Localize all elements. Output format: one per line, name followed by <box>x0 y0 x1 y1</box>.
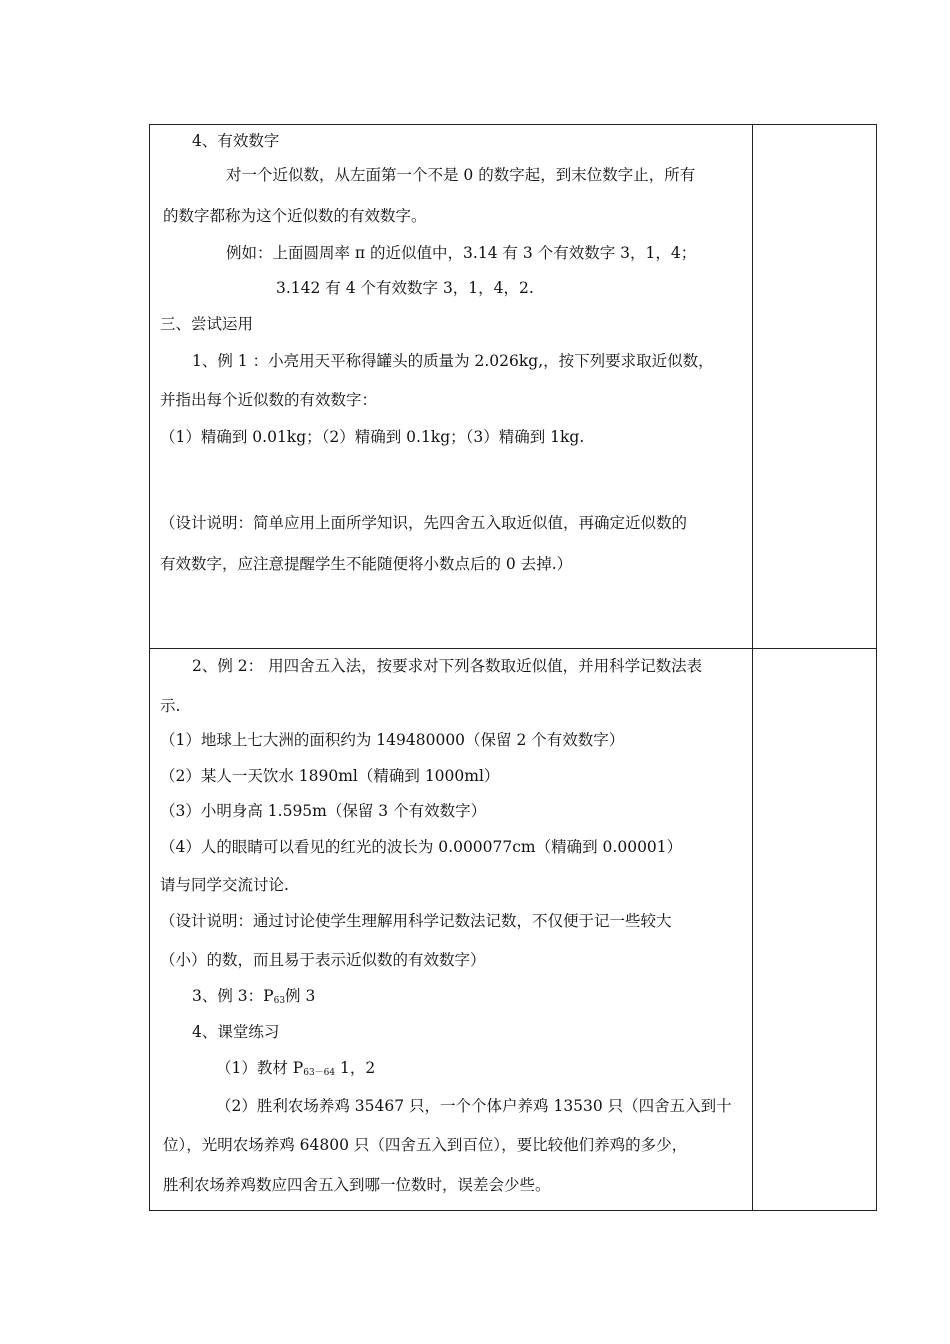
practice2-line-3: 胜利农场养鸡数应四舍五入到哪一位数时，误差会少些。 <box>163 1176 551 1194</box>
example3-suffix: 例 3 <box>285 987 316 1005</box>
example1-line-2: 并指出每个近似数的有效数字： <box>160 391 378 409</box>
example1-line-1: 1、例 1 ：小亮用天平称得罐头的质量为 2.026kg,，按下列要求取近似数， <box>192 352 714 370</box>
design-note2-line-1: （设计说明：通过讨论使学生理解用科学记数法记数，不仅便于记一些较大 <box>160 912 672 930</box>
example3-prefix: 3、例 3：P <box>192 987 274 1005</box>
practice2-line-2: 位），光明农场养鸡 64800 只（四舍五入到百位），要比较他们养鸡的多少， <box>163 1136 688 1154</box>
example2-item-4: （4）人的眼睛可以看见的红光的波长为 0.000077cm（精确到 0.00001） <box>160 838 683 856</box>
practice1-line <box>216 1058 375 1083</box>
example2-item-2: （2）某人一天饮水 1890ml（精确到 1000ml） <box>160 767 500 785</box>
heading-significant-figures: 4、有效数字 <box>192 132 280 150</box>
example-line-1: 例如：上面圆周率 π 的近似值中，3.14 有 3 个有效数字 3，1，4； <box>226 244 697 262</box>
practice2-line-1: （2）胜利农场养鸡 35467 只，一个个体户养鸡 13530 只（四舍五入到十 <box>216 1097 732 1115</box>
practice1-prefix: （1）教材 P <box>216 1059 304 1077</box>
example2-item-1: （1）地球上七大洲的面积约为 149480000（保留 2 个有效数字） <box>160 731 625 749</box>
practice-title: 4、课堂练习 <box>192 1023 280 1041</box>
section-title: 三、尝试运用 <box>160 315 254 333</box>
example2-item-3: （3）小明身高 1.595m（保留 3 个有效数字） <box>160 802 487 820</box>
example2-line-2: 示. <box>160 697 181 715</box>
example1-line-3: （1）精确到 0.01kg；（2）精确到 0.1kg；（3）精确到 1kg. <box>160 428 585 446</box>
definition-line-1: 对一个近似数，从左面第一个不是 0 的数字起，到末位数字止，所有 <box>226 166 696 184</box>
design-note1-line-2: 有效数字，应注意提醒学生不能随便将小数点后的 0 去掉.） <box>160 555 573 573</box>
discussion-prompt: 请与同学交流讨论. <box>160 876 289 894</box>
table-row2-side-cell <box>752 648 877 1211</box>
table-row1-side-cell <box>752 124 877 649</box>
example2-line-1: 2、例 2： 用四舍五入法，按要求对下列各数取近似值，并用科学记数法表 <box>192 657 703 675</box>
design-note2-line-2: （小）的数，而且易于表示近似数的有效数字） <box>160 951 486 969</box>
example-line-2: 3.142 有 4 个有效数字 3，1，4，2. <box>276 279 534 297</box>
example3-line <box>192 986 315 1011</box>
design-note1-line-1: （设计说明：简单应用上面所学知识，先四舍五入取近似值，再确定近似数的 <box>160 514 688 532</box>
definition-line-2: 的数字都称为这个近似数的有效数字。 <box>163 207 427 225</box>
practice1-page-subscript: 63－64 <box>303 1068 336 1078</box>
practice1-suffix: 1，2 <box>335 1059 376 1077</box>
example3-page-subscript: 63 <box>273 996 286 1006</box>
